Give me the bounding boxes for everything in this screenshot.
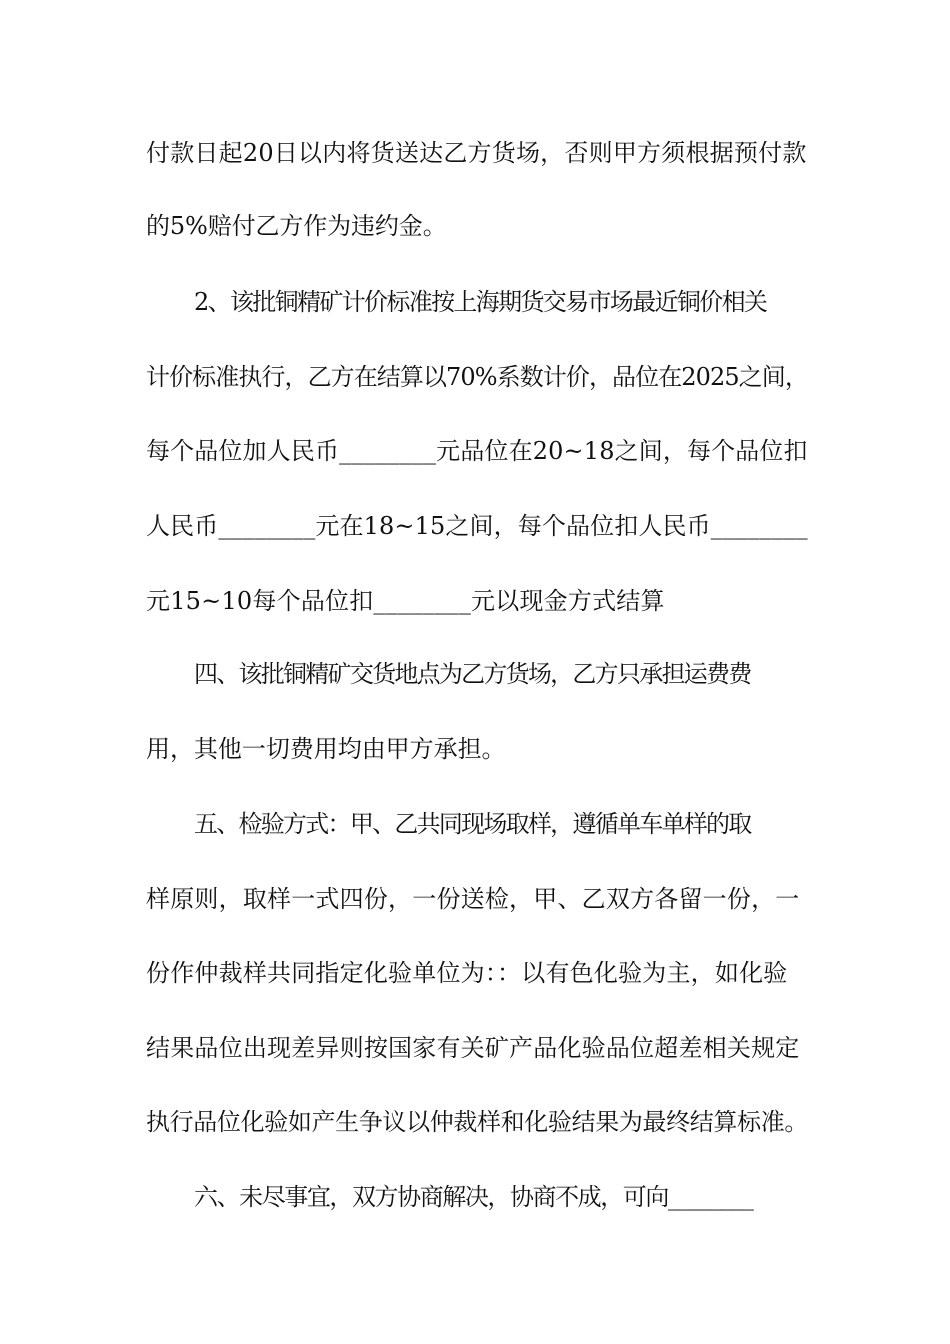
paragraph-line: 五、检验方式：甲、乙共同现场取样，遵循单车单样的取 xyxy=(194,810,751,838)
paragraph-line: 样原则，取样一式四份，一份送检，甲、乙双方各留一份，一 xyxy=(146,885,800,913)
paragraph-line: 用，其他一切费用均由甲方承担。 xyxy=(146,735,506,763)
paragraph-line: 每个品位加人民币________元品位在20~18之间，每个品位扣 xyxy=(146,437,808,465)
paragraph-line: 执行品位化验如产生争议以仲裁样和化验结果为最终结算标准。 xyxy=(146,1108,808,1136)
paragraph-line: 计价标准执行，乙方在结算以70%系数计价，品位在2025之间， xyxy=(146,363,808,391)
paragraph-line: 的5%赔付乙方作为违约金。 xyxy=(146,212,447,240)
paragraph-line: 2、该批铜精矿计价标准按上海期货交易市场最近铜价相关 xyxy=(194,288,767,316)
paragraph-line: 结果品位出现差异则按国家有关矿产品化验品位超差相关规定 xyxy=(146,1034,800,1062)
paragraph-line: 付款日起20日以内将货送达乙方货场，否则甲方须根据预付款 xyxy=(146,139,807,167)
paragraph-line: 四、该批铜精矿交货地点为乙方货场，乙方只承担运费费 xyxy=(194,660,751,688)
paragraph-line: 六、未尽事宜，双方协商解决，协商不成，可向________ xyxy=(194,1183,753,1211)
paragraph-line: 元15~10每个品位扣________元以现金方式结算 xyxy=(146,587,665,615)
paragraph-line: 份作仲裁样共同指定化验单位为：：以有色化验为主，如化验 xyxy=(146,959,788,987)
paragraph-line: 人民币________元在18~15之间，每个品位扣人民币________ xyxy=(146,512,808,540)
